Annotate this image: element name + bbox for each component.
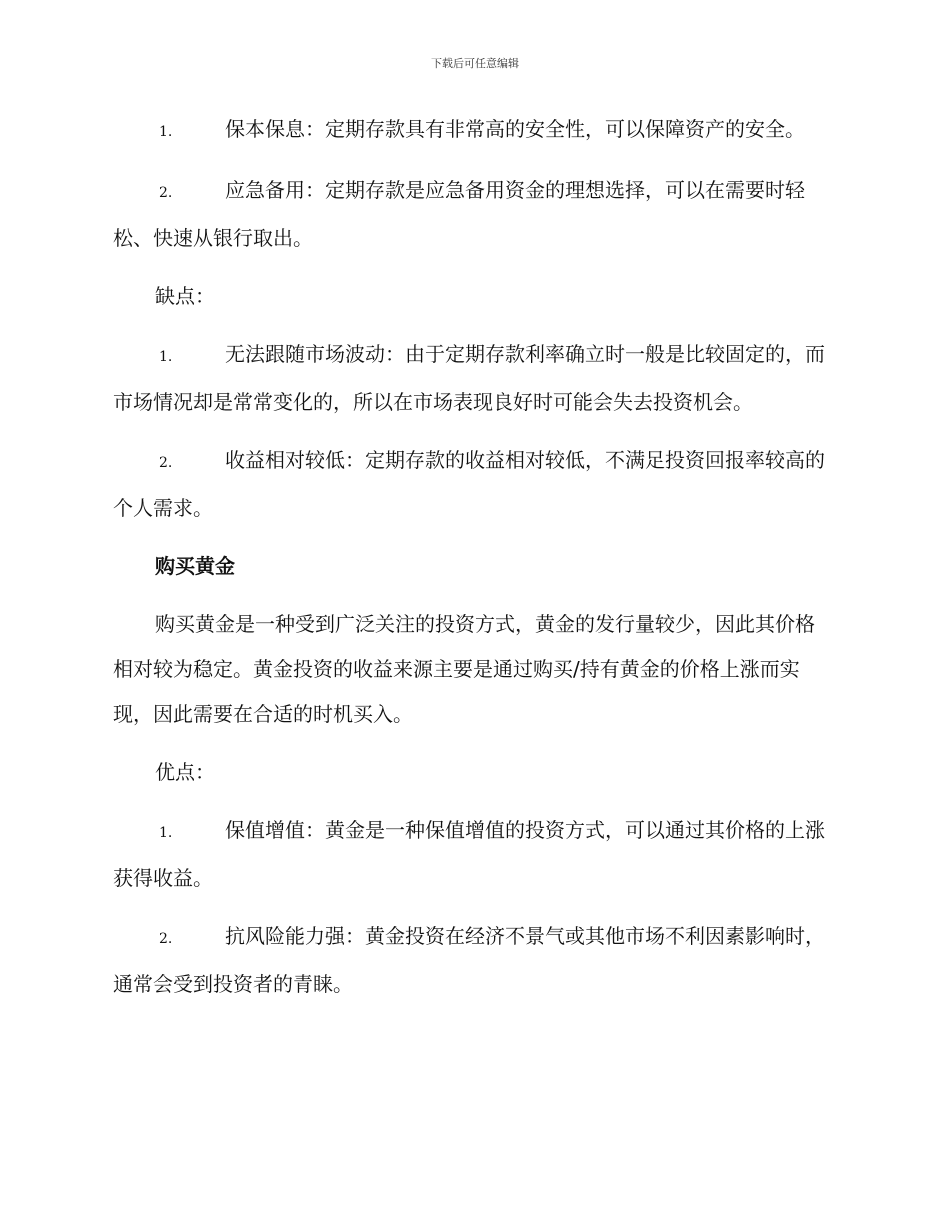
list-item-text: 无法跟随市场波动：由于定期存款利率确立时一般是比较固定的，而市场情况却是常常变化的，所以在市场表现良好时可能会失去投资机会。 <box>113 342 825 414</box>
section-heading: 购买黄金 <box>155 554 235 578</box>
list-item-text: 收益相对较低：定期存款的收益相对较低，不满足投资回报率较高的个人需求。 <box>113 448 825 520</box>
page-header: 下载后可任意编辑 <box>431 57 519 70</box>
list-number: 2. <box>159 185 173 201</box>
list-number: 2. <box>159 931 173 947</box>
cons-label: 缺点： <box>155 284 215 308</box>
list-number: 1. <box>159 124 173 140</box>
pros-label: 优点： <box>155 760 215 784</box>
list-item <box>113 438 833 531</box>
list-item <box>113 332 833 425</box>
list-item <box>113 168 833 261</box>
list-item <box>113 107 833 155</box>
gold-paragraph: 购买黄金是一种受到广泛关注的投资方式，黄金的发行量较少，因此其价格相对较为稳定。黄金投资的收益来源主要是通过购买/持有黄金的价格上涨而实现，因此需要在合适的时机买入。 <box>113 612 815 726</box>
list-item-text: 保本保息：定期存款具有非常高的安全性，可以保障资产的安全。 <box>225 117 805 141</box>
list-number: 1. <box>159 825 173 841</box>
list-item-text: 抗风险能力强：黄金投资在经济不景气或其他市场不利因素影响时，通常会受到投资者的青睐。 <box>113 924 825 996</box>
list-number: 1. <box>159 349 173 365</box>
list-item-text: 保值增值：黄金是一种保值增值的投资方式，可以通过其价格的上涨获得收益。 <box>113 818 825 890</box>
document-body <box>113 107 833 1020</box>
list-item <box>113 914 833 1007</box>
list-item <box>113 808 833 901</box>
list-number: 2. <box>159 455 173 471</box>
list-item-text: 应急备用：定期存款是应急备用资金的理想选择，可以在需要时轻松、快速从银行取出。 <box>113 178 805 250</box>
